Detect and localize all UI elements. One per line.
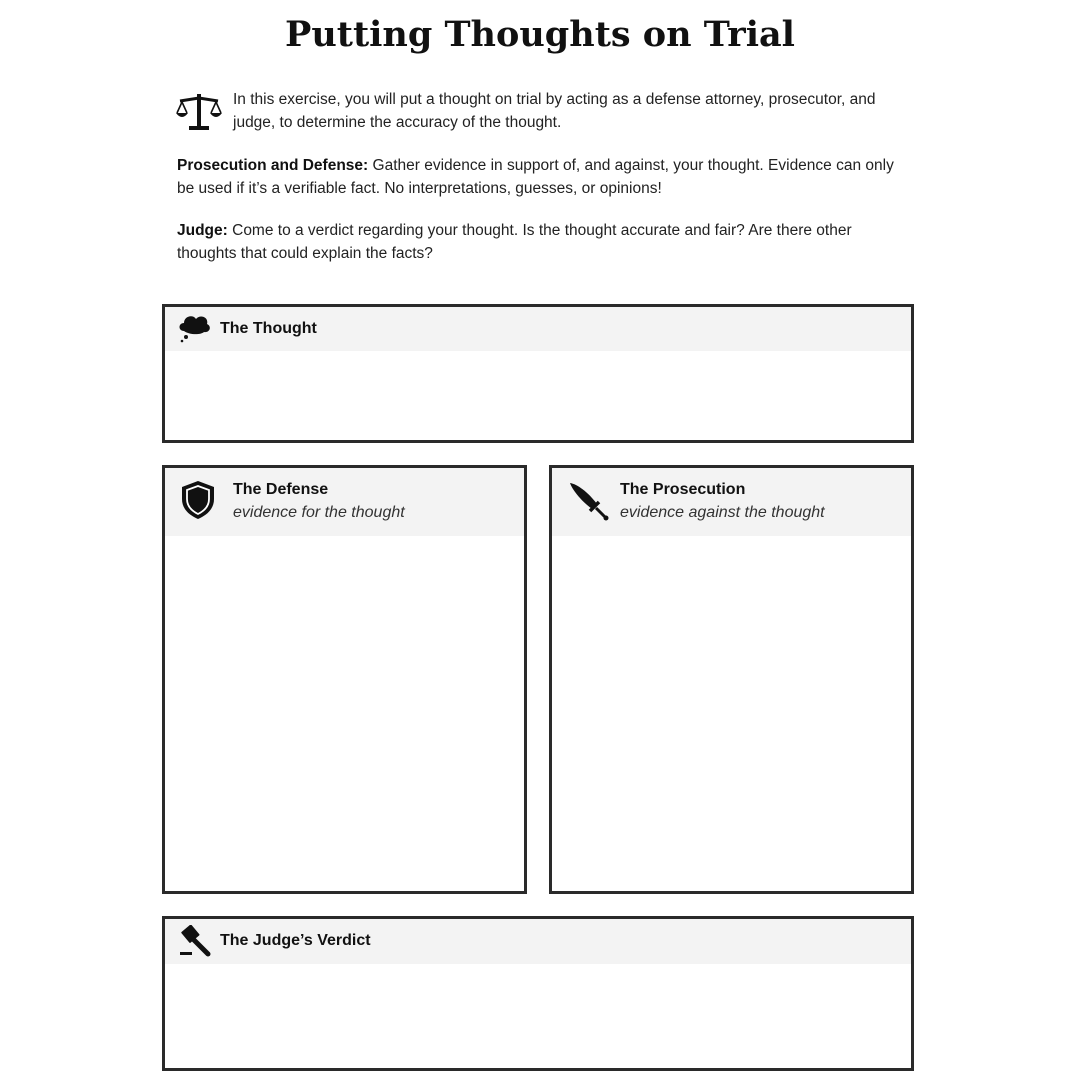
thought-title: The Thought	[220, 320, 317, 337]
prosecution-defense-label: Prosecution and Defense:	[177, 157, 369, 174]
defense-box	[162, 465, 527, 894]
prosecution-title: The Prosecution	[620, 481, 746, 498]
scales-icon	[176, 92, 222, 132]
thought-header	[165, 307, 911, 351]
prosecution-subtitle: evidence against the thought	[620, 504, 825, 521]
judge-label: Judge:	[177, 222, 228, 239]
prosecution-header	[552, 468, 911, 536]
prosecution-defense-text: Gather evidence in support of, and against, your thought. Evidence can only be used if it’s a verifiable fact. No interpretations, guesses, or opinions!	[177, 157, 894, 197]
verdict-title: The Judge’s Verdict	[220, 932, 371, 949]
prosecution-defense-paragraph	[177, 154, 897, 200]
intro-text: In this exercise, you will put a thought on trial by acting as a defense attorney, prosecutor, and judge, to determine the accuracy of the thought.	[233, 91, 876, 131]
judge-text: Come to a verdict regarding your thought. Is the thought accurate and fair? Are there other thoughts that could explain the facts?	[177, 222, 852, 262]
verdict-box	[162, 916, 914, 1071]
sword-icon	[568, 480, 610, 522]
gavel-icon	[179, 925, 211, 957]
verdict-header	[165, 919, 911, 964]
defense-title: The Defense	[233, 481, 329, 498]
thought-box	[162, 304, 914, 443]
prosecution-box	[549, 465, 914, 894]
defense-subtitle: evidence for the thought	[233, 504, 405, 521]
cloud-icon	[177, 313, 211, 343]
judge-paragraph	[177, 219, 897, 265]
defense-header	[165, 468, 524, 536]
page-title: Putting Thoughts on Trial	[285, 14, 795, 55]
shield-icon	[181, 480, 215, 520]
